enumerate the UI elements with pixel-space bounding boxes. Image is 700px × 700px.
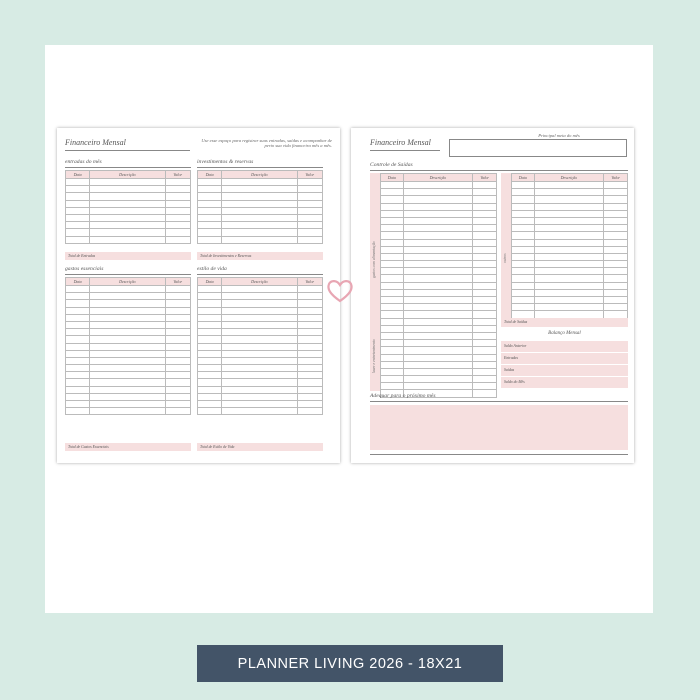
table-row bbox=[512, 246, 628, 253]
section-rule bbox=[197, 274, 323, 275]
table-row bbox=[198, 357, 323, 364]
table-row bbox=[66, 365, 191, 372]
col-header: Data bbox=[381, 174, 404, 182]
table-row bbox=[198, 193, 323, 200]
table-row bbox=[66, 229, 191, 236]
table-row bbox=[381, 361, 497, 368]
section-rule bbox=[370, 401, 628, 402]
table-row bbox=[381, 196, 497, 203]
estilo-table bbox=[197, 277, 323, 415]
table-row bbox=[381, 239, 497, 246]
product-title-banner: PLANNER LIVING 2026 - 18X21 bbox=[197, 645, 503, 682]
table-row bbox=[381, 311, 497, 318]
table-row bbox=[66, 379, 191, 386]
table-row bbox=[198, 321, 323, 328]
table-row bbox=[381, 189, 497, 196]
col-header: Descrição bbox=[90, 171, 165, 179]
table-row bbox=[512, 304, 628, 311]
controle-label: Controle de Saídas bbox=[370, 162, 413, 168]
table-row bbox=[66, 343, 191, 350]
table-row bbox=[381, 332, 497, 339]
table-row bbox=[198, 372, 323, 379]
table-row bbox=[198, 286, 323, 293]
balanco-title: Balanço Mensal bbox=[548, 331, 581, 336]
table-row bbox=[381, 340, 497, 347]
table-row bbox=[198, 329, 323, 336]
investimentos-table bbox=[197, 170, 323, 244]
entradas-label: entradas do mês bbox=[65, 159, 102, 165]
principal-meta-box[interactable] bbox=[449, 139, 627, 157]
table-row bbox=[198, 179, 323, 186]
table-row bbox=[381, 325, 497, 332]
table-row bbox=[66, 408, 191, 415]
table-row bbox=[512, 289, 628, 296]
table-row bbox=[66, 300, 191, 307]
table-row bbox=[66, 236, 191, 243]
left-page-title: Financeiro Mensal bbox=[65, 138, 126, 147]
table-row bbox=[66, 357, 191, 364]
entradas-total: Total de Entradas bbox=[65, 252, 191, 260]
table-row bbox=[66, 336, 191, 343]
total-saidas: Total de Saídas bbox=[501, 318, 628, 327]
side-label-outros: outros bbox=[503, 253, 507, 263]
table-row bbox=[198, 393, 323, 400]
balanco-row-saidas: Saídas bbox=[501, 365, 628, 377]
table-row bbox=[381, 261, 497, 268]
table-row bbox=[512, 311, 628, 318]
right-planner-page bbox=[351, 128, 634, 463]
table-row bbox=[381, 297, 497, 304]
balanco-row-entradas: Entradas bbox=[501, 353, 628, 365]
col-header: Valor bbox=[604, 174, 628, 182]
side-label-lazer: lazer e entretenimento bbox=[372, 339, 376, 373]
table-row bbox=[381, 347, 497, 354]
adequar-label: Adequar para o próximo mês bbox=[370, 393, 436, 399]
table-row bbox=[66, 200, 191, 207]
table-row bbox=[512, 210, 628, 217]
mockup-card bbox=[45, 45, 653, 613]
table-row bbox=[198, 379, 323, 386]
table-row bbox=[198, 236, 323, 243]
col-header: Data bbox=[66, 278, 90, 286]
table-row bbox=[66, 401, 191, 408]
table-row bbox=[198, 229, 323, 236]
table-row bbox=[381, 253, 497, 260]
table-row bbox=[381, 210, 497, 217]
gastos-table bbox=[65, 277, 191, 415]
table-row bbox=[66, 393, 191, 400]
table-row bbox=[198, 386, 323, 393]
col-header: Descrição bbox=[534, 174, 604, 182]
estilo-label: estilo de vida bbox=[197, 266, 227, 272]
col-header: Valor bbox=[165, 278, 191, 286]
side-label-alimentacao: gastos com alimentação bbox=[372, 241, 376, 278]
col-header: Valor bbox=[297, 278, 323, 286]
table-row bbox=[381, 304, 497, 311]
table-row bbox=[512, 182, 628, 189]
table-row bbox=[198, 314, 323, 321]
table-row bbox=[512, 253, 628, 260]
investimentos-label: investimentos & reservas bbox=[197, 159, 254, 165]
table-row bbox=[198, 300, 323, 307]
table-row bbox=[512, 268, 628, 275]
table-row bbox=[66, 186, 191, 193]
table-row bbox=[198, 350, 323, 357]
table-row bbox=[66, 307, 191, 314]
title-rule bbox=[65, 150, 190, 151]
table-row bbox=[198, 336, 323, 343]
balanco-row-saldo-mes: Saldo do Mês bbox=[501, 377, 628, 389]
table-row bbox=[381, 268, 497, 275]
table-row bbox=[512, 261, 628, 268]
col-header: Descrição bbox=[403, 174, 473, 182]
table-row bbox=[381, 246, 497, 253]
col-header: Valor bbox=[297, 171, 323, 179]
gastos-total: Total de Gastos Essenciais bbox=[65, 443, 191, 451]
table-row bbox=[66, 329, 191, 336]
table-row bbox=[198, 222, 323, 229]
table-row bbox=[66, 321, 191, 328]
table-row bbox=[381, 289, 497, 296]
table-row bbox=[381, 275, 497, 282]
col-header: Valor bbox=[473, 174, 497, 182]
heart-ring-icon bbox=[325, 278, 355, 304]
table-row bbox=[512, 297, 628, 304]
balanco-row-saldo-anterior: Saldo Anterior bbox=[501, 341, 628, 353]
table-row bbox=[512, 239, 628, 246]
investimentos-total: Total de Investimentos e Reservas bbox=[197, 252, 323, 260]
table-row bbox=[512, 275, 628, 282]
table-row bbox=[198, 186, 323, 193]
table-row bbox=[381, 368, 497, 375]
section-rule bbox=[65, 274, 191, 275]
col-header: Data bbox=[66, 171, 90, 179]
table-row bbox=[198, 307, 323, 314]
table-row bbox=[512, 225, 628, 232]
col-header: Valor bbox=[165, 171, 191, 179]
table-row bbox=[66, 214, 191, 221]
table-row bbox=[198, 214, 323, 221]
section-rule bbox=[65, 167, 191, 168]
table-row bbox=[381, 225, 497, 232]
controle-table bbox=[380, 173, 497, 398]
table-row bbox=[66, 314, 191, 321]
table-row bbox=[66, 222, 191, 229]
table-row bbox=[66, 286, 191, 293]
table-row bbox=[381, 203, 497, 210]
table-row bbox=[198, 408, 323, 415]
table-row bbox=[66, 207, 191, 214]
entradas-table bbox=[65, 170, 191, 244]
table-row bbox=[198, 365, 323, 372]
table-row bbox=[381, 376, 497, 383]
table-row bbox=[198, 200, 323, 207]
intro-text: Use esse espaço para registrar suas entradas, saídas e acompanhar de perto sua vida financeira mês a mês. bbox=[201, 138, 332, 148]
left-planner-page bbox=[57, 128, 340, 463]
col-header: Data bbox=[512, 174, 535, 182]
bottom-rule bbox=[370, 454, 628, 455]
table-row bbox=[66, 293, 191, 300]
table-row bbox=[198, 343, 323, 350]
table-row bbox=[512, 282, 628, 289]
table-row bbox=[66, 193, 191, 200]
table-row bbox=[381, 182, 497, 189]
gastos-label: gastos essenciais bbox=[65, 266, 104, 272]
col-header: Data bbox=[198, 171, 222, 179]
section-rule bbox=[370, 170, 628, 171]
table-row bbox=[198, 293, 323, 300]
table-row bbox=[381, 354, 497, 361]
title-rule bbox=[370, 150, 440, 151]
table-row bbox=[66, 179, 191, 186]
table-row bbox=[512, 232, 628, 239]
right-page-title: Financeiro Mensal bbox=[370, 138, 431, 147]
table-row bbox=[381, 217, 497, 224]
table-row bbox=[512, 196, 628, 203]
outros-table bbox=[511, 173, 628, 319]
table-row bbox=[66, 350, 191, 357]
table-row bbox=[381, 383, 497, 390]
table-row bbox=[198, 401, 323, 408]
table-row bbox=[512, 217, 628, 224]
section-rule bbox=[197, 167, 323, 168]
col-header: Descrição bbox=[90, 278, 165, 286]
table-row bbox=[381, 318, 497, 325]
table-row bbox=[381, 232, 497, 239]
table-row bbox=[381, 282, 497, 289]
adequar-box[interactable] bbox=[370, 405, 628, 450]
table-row bbox=[512, 189, 628, 196]
table-row bbox=[198, 207, 323, 214]
table-row bbox=[512, 203, 628, 210]
principal-meta-label: Principal meta do mês bbox=[538, 133, 580, 138]
table-row bbox=[66, 386, 191, 393]
col-header: Descrição bbox=[222, 171, 297, 179]
estilo-total: Total de Estilo de Vida bbox=[197, 443, 323, 451]
col-header: Descrição bbox=[222, 278, 297, 286]
col-header: Data bbox=[198, 278, 222, 286]
table-row bbox=[66, 372, 191, 379]
